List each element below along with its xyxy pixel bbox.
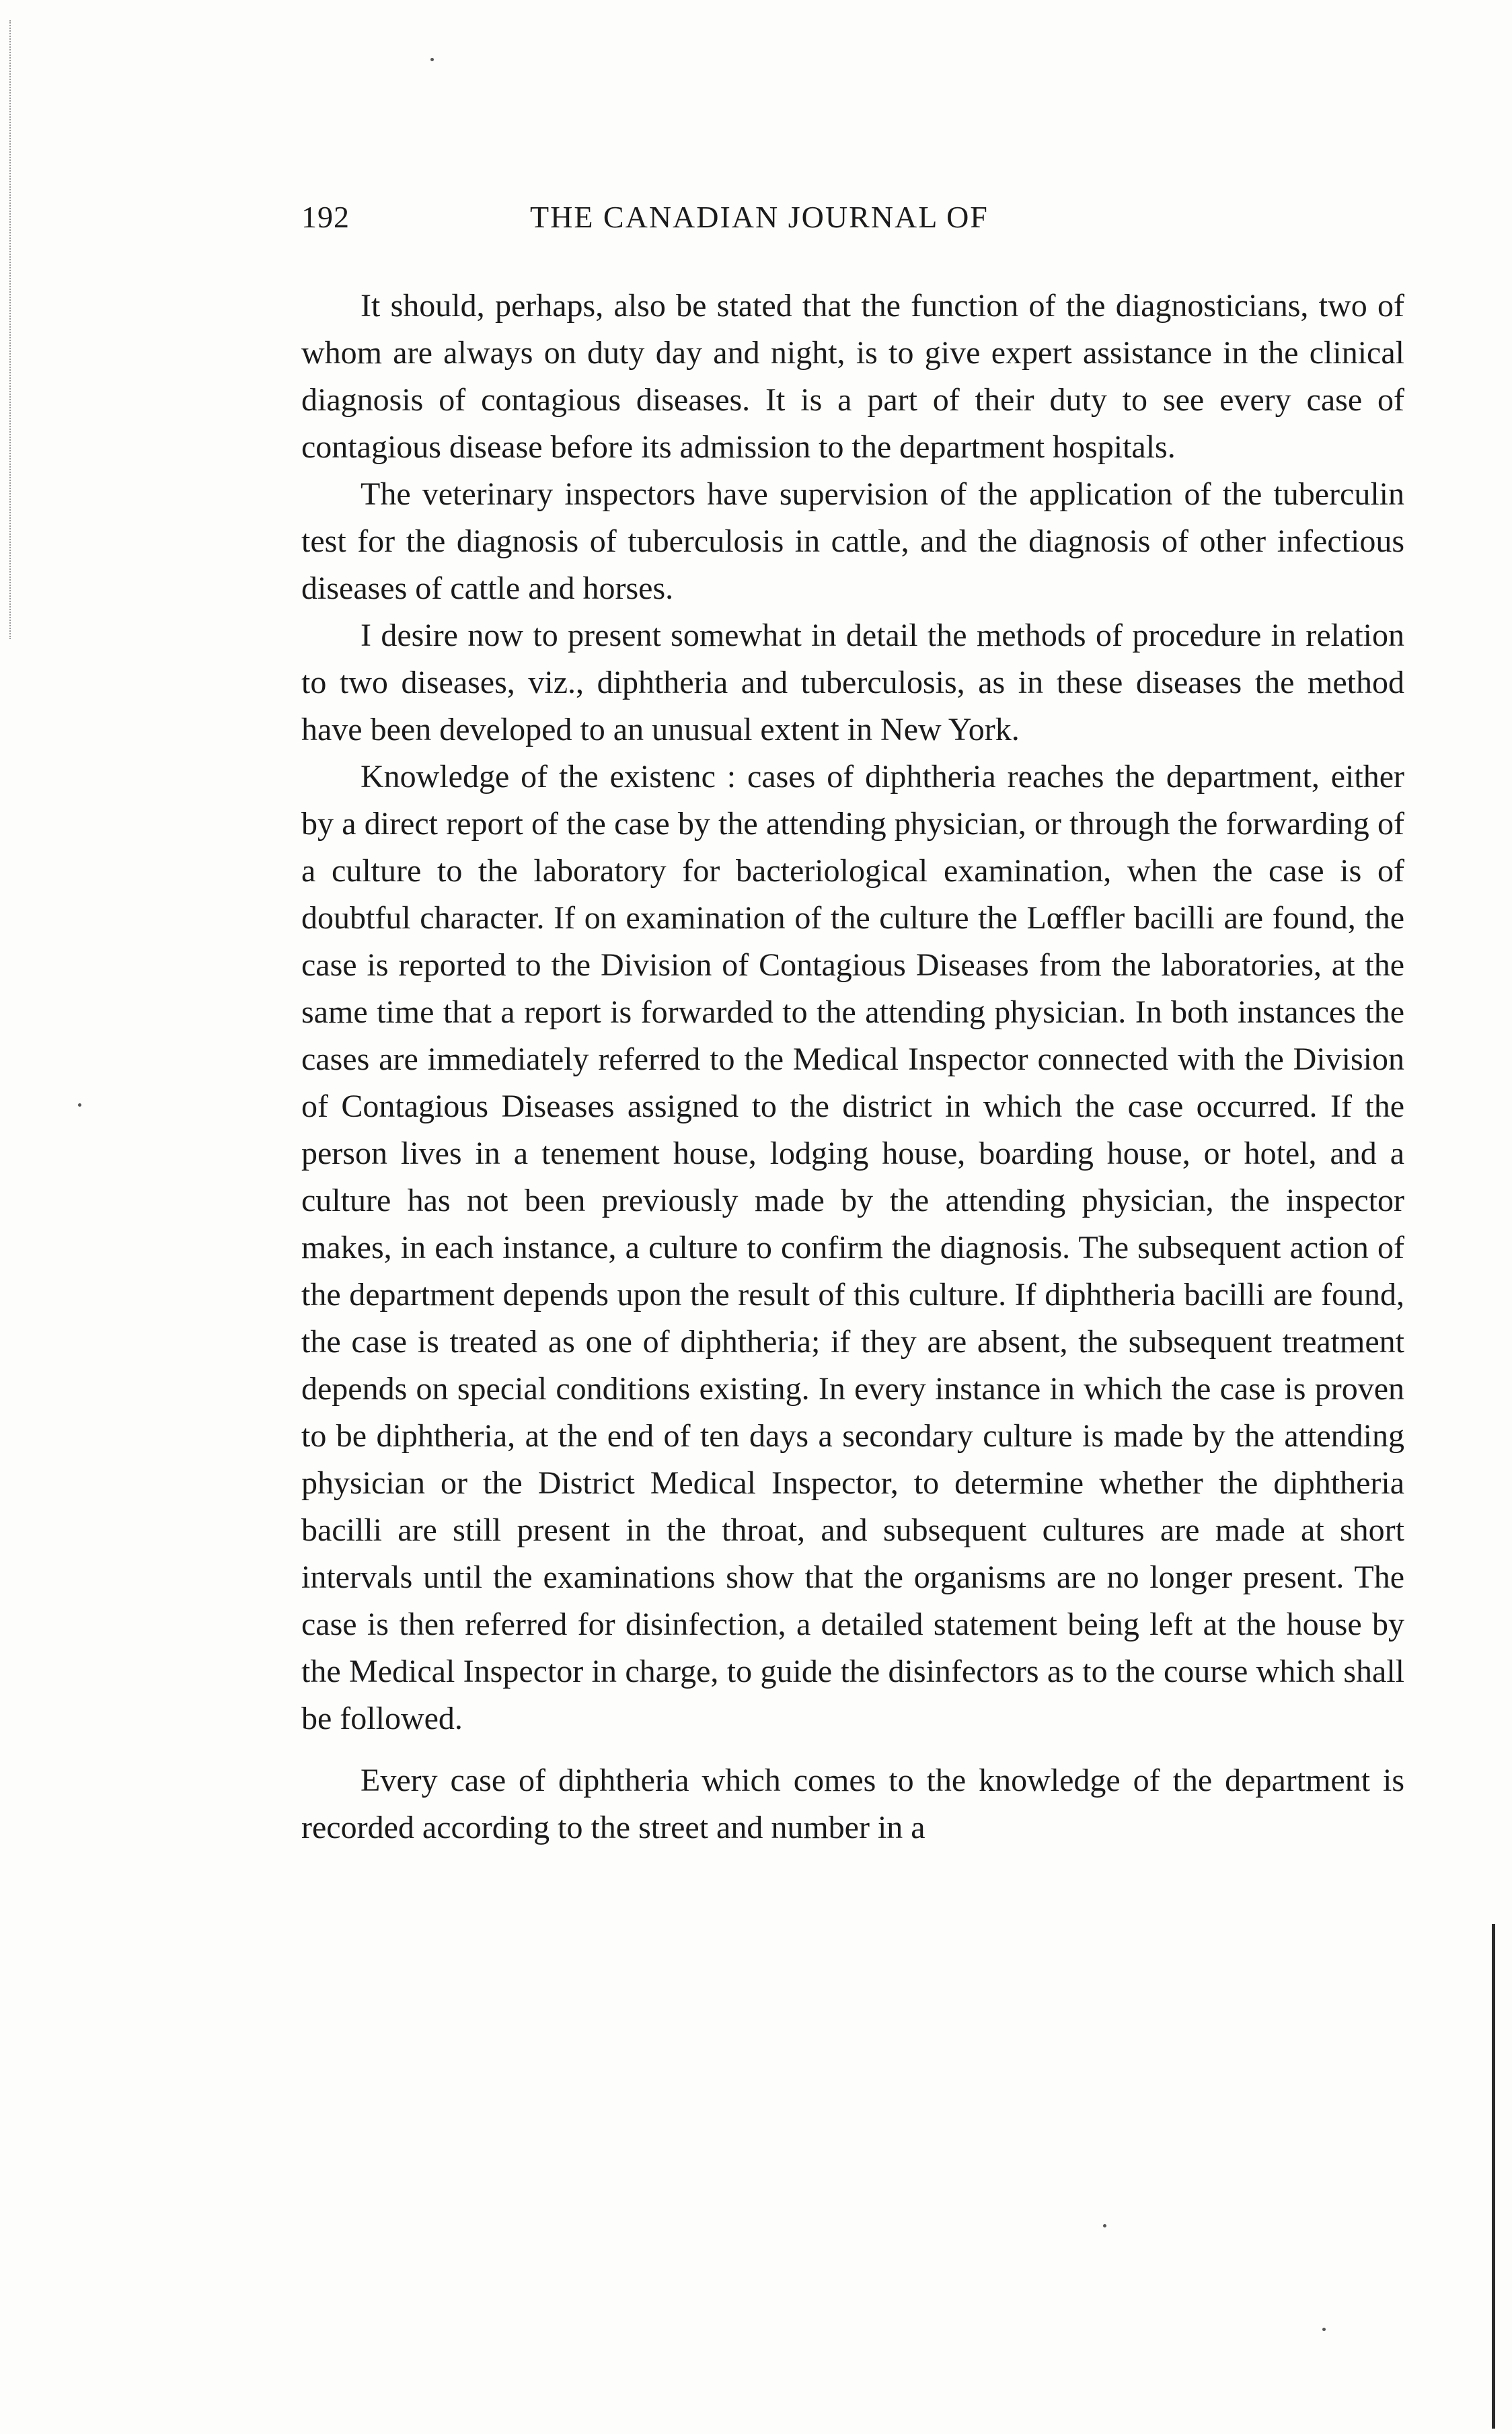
scan-speck [430, 58, 434, 61]
scan-speck [1103, 2224, 1106, 2227]
left-margin-scan-marks [9, 20, 13, 639]
page-number: 192 [301, 200, 350, 234]
running-header [301, 199, 1404, 246]
body-text [301, 283, 1404, 1851]
paragraph: I desire now to present somewhat in detail the methods of procedure in relation to two diseases, viz., diphtheria and tuberculosis, as in these diseases the method have been developed to an unusual extent in New York. [301, 618, 1404, 747]
paragraph: Every case of diphtheria which comes to the knowledge of the department is recorded according to the street and number in a [301, 1763, 1404, 1845]
scan-speck [1322, 2328, 1326, 2331]
paragraph: It should, perhaps, also be stated that the function of the diagnosticians, two of whom are always on duty day and night, is to give expert assistance in the clinical diagnosis of contagious diseases. It is a part of their duty to see every case of contagious disease before its admission to the department hospitals. [301, 288, 1404, 465]
paragraph: Knowledge of the existenc : cases of diphtheria reaches the department, either by a direct report of the case by the attending physician, or through the forwarding of a culture to the laboratory for bacteriological examination, when the case is of doubtful character. If on examination of the culture the Lœffler bacilli are found, the case is reported to the Division of Contagious Diseases from the laboratories, at the same time that a report is forwarded to the attending physician. In both instances the cases are immediately referred to the Medical Inspector connected with the Division of Contagious Diseases assigned to the district in which the case occurred. If the person lives in a tenement house, lodging house, boarding house, or hotel, and a culture has not been previously made by the attending physician, the inspector makes, in each instance, a culture to confirm the diagnosis. The subsequent action of the department depends upon the result of this culture. If diphtheria bacilli are found, the case is treated as one of diphtheria; if they are absent, the subsequent treatment depends on special conditions existing. In every instance in which the case is proven to be diphtheria, at the end of ten days a secondary culture is made by the attending physician or the District Medical Inspector, to determine whether the diphtheria bacilli are still present in the throat, and subsequent cultures are made at short intervals until the examinations show that the organisms are no longer present. The case is then referred for disinfection, a detailed statement being left at the house by the Medical Inspector in charge, to guide the disinfectors as to the course which shall be followed. [301, 759, 1404, 1736]
scan-speck [78, 1103, 81, 1107]
running-title: THE CANADIAN JOURNAL OF [530, 200, 989, 234]
paragraph: The veterinary inspectors have supervision of the application of the tuberculin test for the diagnosis of tuberculosis in cattle, and the diagnosis of other infectious diseases of cattle and horses. [301, 476, 1404, 606]
right-edge-scan-shadow [1492, 1924, 1495, 2429]
